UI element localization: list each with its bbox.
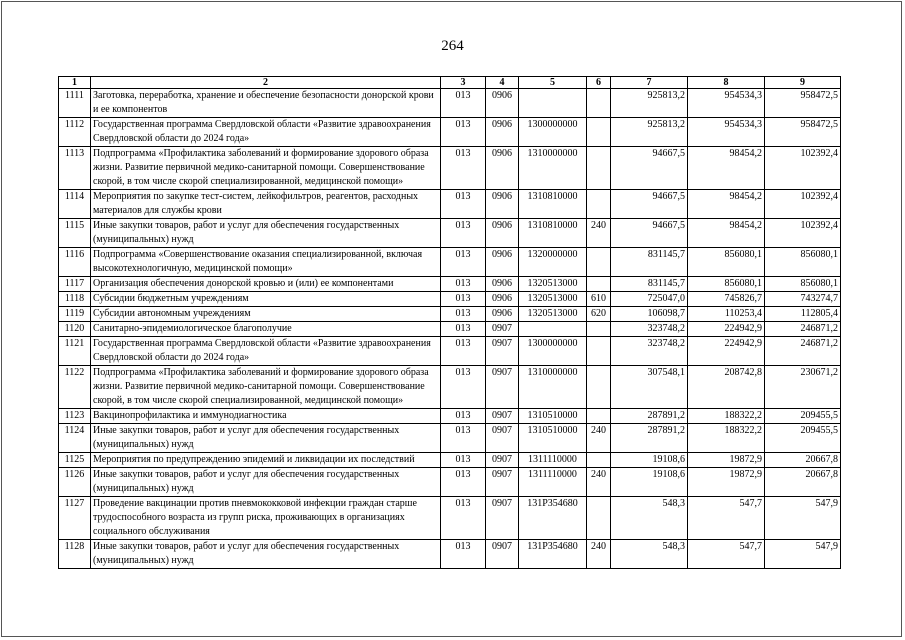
admin-code: 013	[441, 424, 486, 453]
row-number: 1120	[59, 322, 91, 337]
item-name: Подпрограмма «Совершенствование оказания специализированной, включая высокотехнологичную, медицинской помощи»	[91, 248, 441, 277]
table-row	[59, 147, 841, 190]
amount-year-2: 224942,9	[688, 337, 765, 366]
item-name: Иные закупки товаров, работ и услуг для обеспечения государственных (муниципальных) нужд	[91, 540, 441, 569]
table-row	[59, 248, 841, 277]
admin-code: 013	[441, 540, 486, 569]
expense-type-code	[587, 277, 611, 292]
amount-year-2: 954534,3	[688, 89, 765, 118]
item-name: Мероприятия по предупреждению эпидемий и ликвидации их последствий	[91, 453, 441, 468]
amount-year-3: 102392,4	[765, 219, 841, 248]
item-name: Подпрограмма «Профилактика заболеваний и формирование здорового образа жизни. Развитие первичной медико-санитарной помощи. Совершенствование скорой, в том числе скорой специализированной, медицинской помощи»	[91, 147, 441, 190]
row-number: 1119	[59, 307, 91, 322]
amount-year-1: 307548,1	[611, 366, 688, 409]
table-row	[59, 190, 841, 219]
table-row	[59, 118, 841, 147]
item-name: Иные закупки товаров, работ и услуг для обеспечения государственных (муниципальных) нужд	[91, 219, 441, 248]
row-number: 1124	[59, 424, 91, 453]
target-article-code	[519, 322, 587, 337]
section-code: 0906	[486, 118, 519, 147]
row-number: 1116	[59, 248, 91, 277]
row-number: 1128	[59, 540, 91, 569]
amount-year-1: 925813,2	[611, 118, 688, 147]
item-name: Иные закупки товаров, работ и услуг для обеспечения государственных (муниципальных) нужд	[91, 468, 441, 497]
table-row	[59, 219, 841, 248]
expense-type-code	[587, 89, 611, 118]
target-article-code: 1310810000	[519, 190, 587, 219]
item-name: Иные закупки товаров, работ и услуг для обеспечения государственных (муниципальных) нужд	[91, 424, 441, 453]
item-name: Санитарно-эпидемиологическое благополучие	[91, 322, 441, 337]
amount-year-1: 19108,6	[611, 453, 688, 468]
expense-type-code: 610	[587, 292, 611, 307]
target-article-code: 1310510000	[519, 409, 587, 424]
table-row	[59, 322, 841, 337]
column-header: 1	[59, 77, 91, 89]
section-code: 0907	[486, 468, 519, 497]
expense-type-code	[587, 322, 611, 337]
amount-year-1: 287891,2	[611, 424, 688, 453]
target-article-code: 1310810000	[519, 219, 587, 248]
amount-year-3: 112805,4	[765, 307, 841, 322]
table-row	[59, 337, 841, 366]
section-code: 0907	[486, 366, 519, 409]
row-number: 1123	[59, 409, 91, 424]
amount-year-3: 246871,2	[765, 322, 841, 337]
page-number: 264	[441, 38, 464, 54]
admin-code: 013	[441, 292, 486, 307]
target-article-code: 1300000000	[519, 337, 587, 366]
amount-year-2: 98454,2	[688, 219, 765, 248]
section-code: 0906	[486, 219, 519, 248]
section-code: 0907	[486, 424, 519, 453]
expense-type-code: 240	[587, 424, 611, 453]
column-header: 4	[486, 77, 519, 89]
column-header: 9	[765, 77, 841, 89]
admin-code: 013	[441, 118, 486, 147]
table-row	[59, 292, 841, 307]
item-name: Мероприятия по закупке тест-систем, лейкофильтров, реагентов, расходных материалов для службы крови	[91, 190, 441, 219]
expense-type-code	[587, 337, 611, 366]
row-number: 1111	[59, 89, 91, 118]
admin-code: 013	[441, 497, 486, 540]
amount-year-1: 323748,2	[611, 322, 688, 337]
expense-type-code	[587, 118, 611, 147]
row-number: 1121	[59, 337, 91, 366]
amount-year-1: 548,3	[611, 497, 688, 540]
admin-code: 013	[441, 453, 486, 468]
section-code: 0907	[486, 409, 519, 424]
amount-year-2: 224942,9	[688, 322, 765, 337]
amount-year-2: 19872,9	[688, 453, 765, 468]
item-name: Проведение вакцинации против пневмококковой инфекции граждан старше трудоспособного возраста из групп риска, проживающих в организациях социального обслуживания	[91, 497, 441, 540]
row-number: 1126	[59, 468, 91, 497]
table-row	[59, 277, 841, 292]
expense-type-code	[587, 453, 611, 468]
amount-year-1: 548,3	[611, 540, 688, 569]
column-header: 5	[519, 77, 587, 89]
section-code: 0906	[486, 147, 519, 190]
expense-type-code: 240	[587, 540, 611, 569]
header-row	[59, 77, 841, 89]
item-name: Подпрограмма «Профилактика заболеваний и формирование здорового образа жизни. Развитие первичной медико-санитарной помощи. Совершенствование скорой, в том числе скорой специализированной, медицинской помощи»	[91, 366, 441, 409]
section-code: 0906	[486, 277, 519, 292]
amount-year-1: 287891,2	[611, 409, 688, 424]
amount-year-3: 958472,5	[765, 89, 841, 118]
section-code: 0907	[486, 540, 519, 569]
section-code: 0906	[486, 292, 519, 307]
row-number: 1115	[59, 219, 91, 248]
row-number: 1122	[59, 366, 91, 409]
amount-year-2: 856080,1	[688, 248, 765, 277]
section-code: 0907	[486, 322, 519, 337]
table-body	[59, 89, 841, 569]
admin-code: 013	[441, 322, 486, 337]
amount-year-3: 856080,1	[765, 248, 841, 277]
table-row	[59, 453, 841, 468]
amount-year-2: 110253,4	[688, 307, 765, 322]
amount-year-1: 725047,0	[611, 292, 688, 307]
section-code: 0907	[486, 453, 519, 468]
target-article-code: 1320513000	[519, 307, 587, 322]
target-article-code: 1311110000	[519, 453, 587, 468]
amount-year-3: 20667,8	[765, 453, 841, 468]
amount-year-3: 102392,4	[765, 147, 841, 190]
item-name: Государственная программа Свердловской области «Развитие здравоохранения Свердловской области до 2024 года»	[91, 337, 441, 366]
amount-year-1: 831145,7	[611, 248, 688, 277]
target-article-code: 1320000000	[519, 248, 587, 277]
target-article-code: 131P354680	[519, 497, 587, 540]
amount-year-3: 209455,5	[765, 409, 841, 424]
admin-code: 013	[441, 337, 486, 366]
amount-year-3: 856080,1	[765, 277, 841, 292]
expense-type-code	[587, 248, 611, 277]
section-code: 0906	[486, 248, 519, 277]
amount-year-3: 102392,4	[765, 190, 841, 219]
target-article-code: 1310000000	[519, 366, 587, 409]
section-code: 0907	[486, 337, 519, 366]
target-article-code: 1320513000	[519, 292, 587, 307]
row-number: 1117	[59, 277, 91, 292]
table-row	[59, 89, 841, 118]
amount-year-1: 831145,7	[611, 277, 688, 292]
target-article-code: 1320513000	[519, 277, 587, 292]
column-header: 3	[441, 77, 486, 89]
section-code: 0906	[486, 307, 519, 322]
amount-year-3: 209455,5	[765, 424, 841, 453]
table-row	[59, 540, 841, 569]
admin-code: 013	[441, 307, 486, 322]
row-number: 1112	[59, 118, 91, 147]
table-row	[59, 497, 841, 540]
amount-year-3: 547,9	[765, 540, 841, 569]
target-article-code: 1311110000	[519, 468, 587, 497]
amount-year-3: 246871,2	[765, 337, 841, 366]
target-article-code: 1310000000	[519, 147, 587, 190]
section-code: 0907	[486, 497, 519, 540]
admin-code: 013	[441, 219, 486, 248]
amount-year-2: 208742,8	[688, 366, 765, 409]
table-row	[59, 409, 841, 424]
item-name: Организация обеспечения донорской кровью и (или) ее компонентами	[91, 277, 441, 292]
item-name: Заготовка, переработка, хранение и обеспечение безопасности донорской крови и ее компонентов	[91, 89, 441, 118]
expense-type-code: 240	[587, 219, 611, 248]
item-name: Вакцинопрофилактика и иммунодиагностика	[91, 409, 441, 424]
target-article-code: 1300000000	[519, 118, 587, 147]
section-code: 0906	[486, 89, 519, 118]
table-row	[59, 468, 841, 497]
column-header: 2	[91, 77, 441, 89]
amount-year-3: 743274,7	[765, 292, 841, 307]
admin-code: 013	[441, 277, 486, 292]
section-code: 0906	[486, 190, 519, 219]
column-header: 6	[587, 77, 611, 89]
admin-code: 013	[441, 248, 486, 277]
column-header: 8	[688, 77, 765, 89]
target-article-code: 131P354680	[519, 540, 587, 569]
amount-year-2: 954534,3	[688, 118, 765, 147]
row-number: 1113	[59, 147, 91, 190]
table-row	[59, 307, 841, 322]
table-row	[59, 366, 841, 409]
target-article-code	[519, 89, 587, 118]
target-article-code: 1310510000	[519, 424, 587, 453]
expense-type-code	[587, 366, 611, 409]
expense-type-code	[587, 497, 611, 540]
amount-year-2: 547,7	[688, 497, 765, 540]
expense-type-code	[587, 190, 611, 219]
amount-year-1: 94667,5	[611, 190, 688, 219]
amount-year-1: 94667,5	[611, 219, 688, 248]
amount-year-2: 19872,9	[688, 468, 765, 497]
expense-type-code	[587, 409, 611, 424]
amount-year-1: 106098,7	[611, 307, 688, 322]
admin-code: 013	[441, 89, 486, 118]
amount-year-2: 188322,2	[688, 409, 765, 424]
column-header: 7	[611, 77, 688, 89]
expense-type-code	[587, 147, 611, 190]
item-name: Субсидии бюджетным учреждениям	[91, 292, 441, 307]
row-number: 1118	[59, 292, 91, 307]
amount-year-1: 94667,5	[611, 147, 688, 190]
amount-year-3: 20667,8	[765, 468, 841, 497]
amount-year-2: 745826,7	[688, 292, 765, 307]
expense-type-code: 620	[587, 307, 611, 322]
admin-code: 013	[441, 468, 486, 497]
admin-code: 013	[441, 409, 486, 424]
amount-year-1: 925813,2	[611, 89, 688, 118]
admin-code: 013	[441, 147, 486, 190]
amount-year-3: 230671,2	[765, 366, 841, 409]
amount-year-1: 323748,2	[611, 337, 688, 366]
item-name: Субсидии автономным учреждениям	[91, 307, 441, 322]
budget-table	[58, 76, 841, 569]
amount-year-1: 19108,6	[611, 468, 688, 497]
admin-code: 013	[441, 366, 486, 409]
amount-year-2: 98454,2	[688, 190, 765, 219]
amount-year-2: 98454,2	[688, 147, 765, 190]
row-number: 1127	[59, 497, 91, 540]
row-number: 1125	[59, 453, 91, 468]
amount-year-3: 547,9	[765, 497, 841, 540]
amount-year-2: 856080,1	[688, 277, 765, 292]
table-row	[59, 424, 841, 453]
expense-type-code: 240	[587, 468, 611, 497]
amount-year-3: 958472,5	[765, 118, 841, 147]
amount-year-2: 547,7	[688, 540, 765, 569]
admin-code: 013	[441, 190, 486, 219]
amount-year-2: 188322,2	[688, 424, 765, 453]
item-name: Государственная программа Свердловской области «Развитие здравоохранения Свердловской области до 2024 года»	[91, 118, 441, 147]
row-number: 1114	[59, 190, 91, 219]
